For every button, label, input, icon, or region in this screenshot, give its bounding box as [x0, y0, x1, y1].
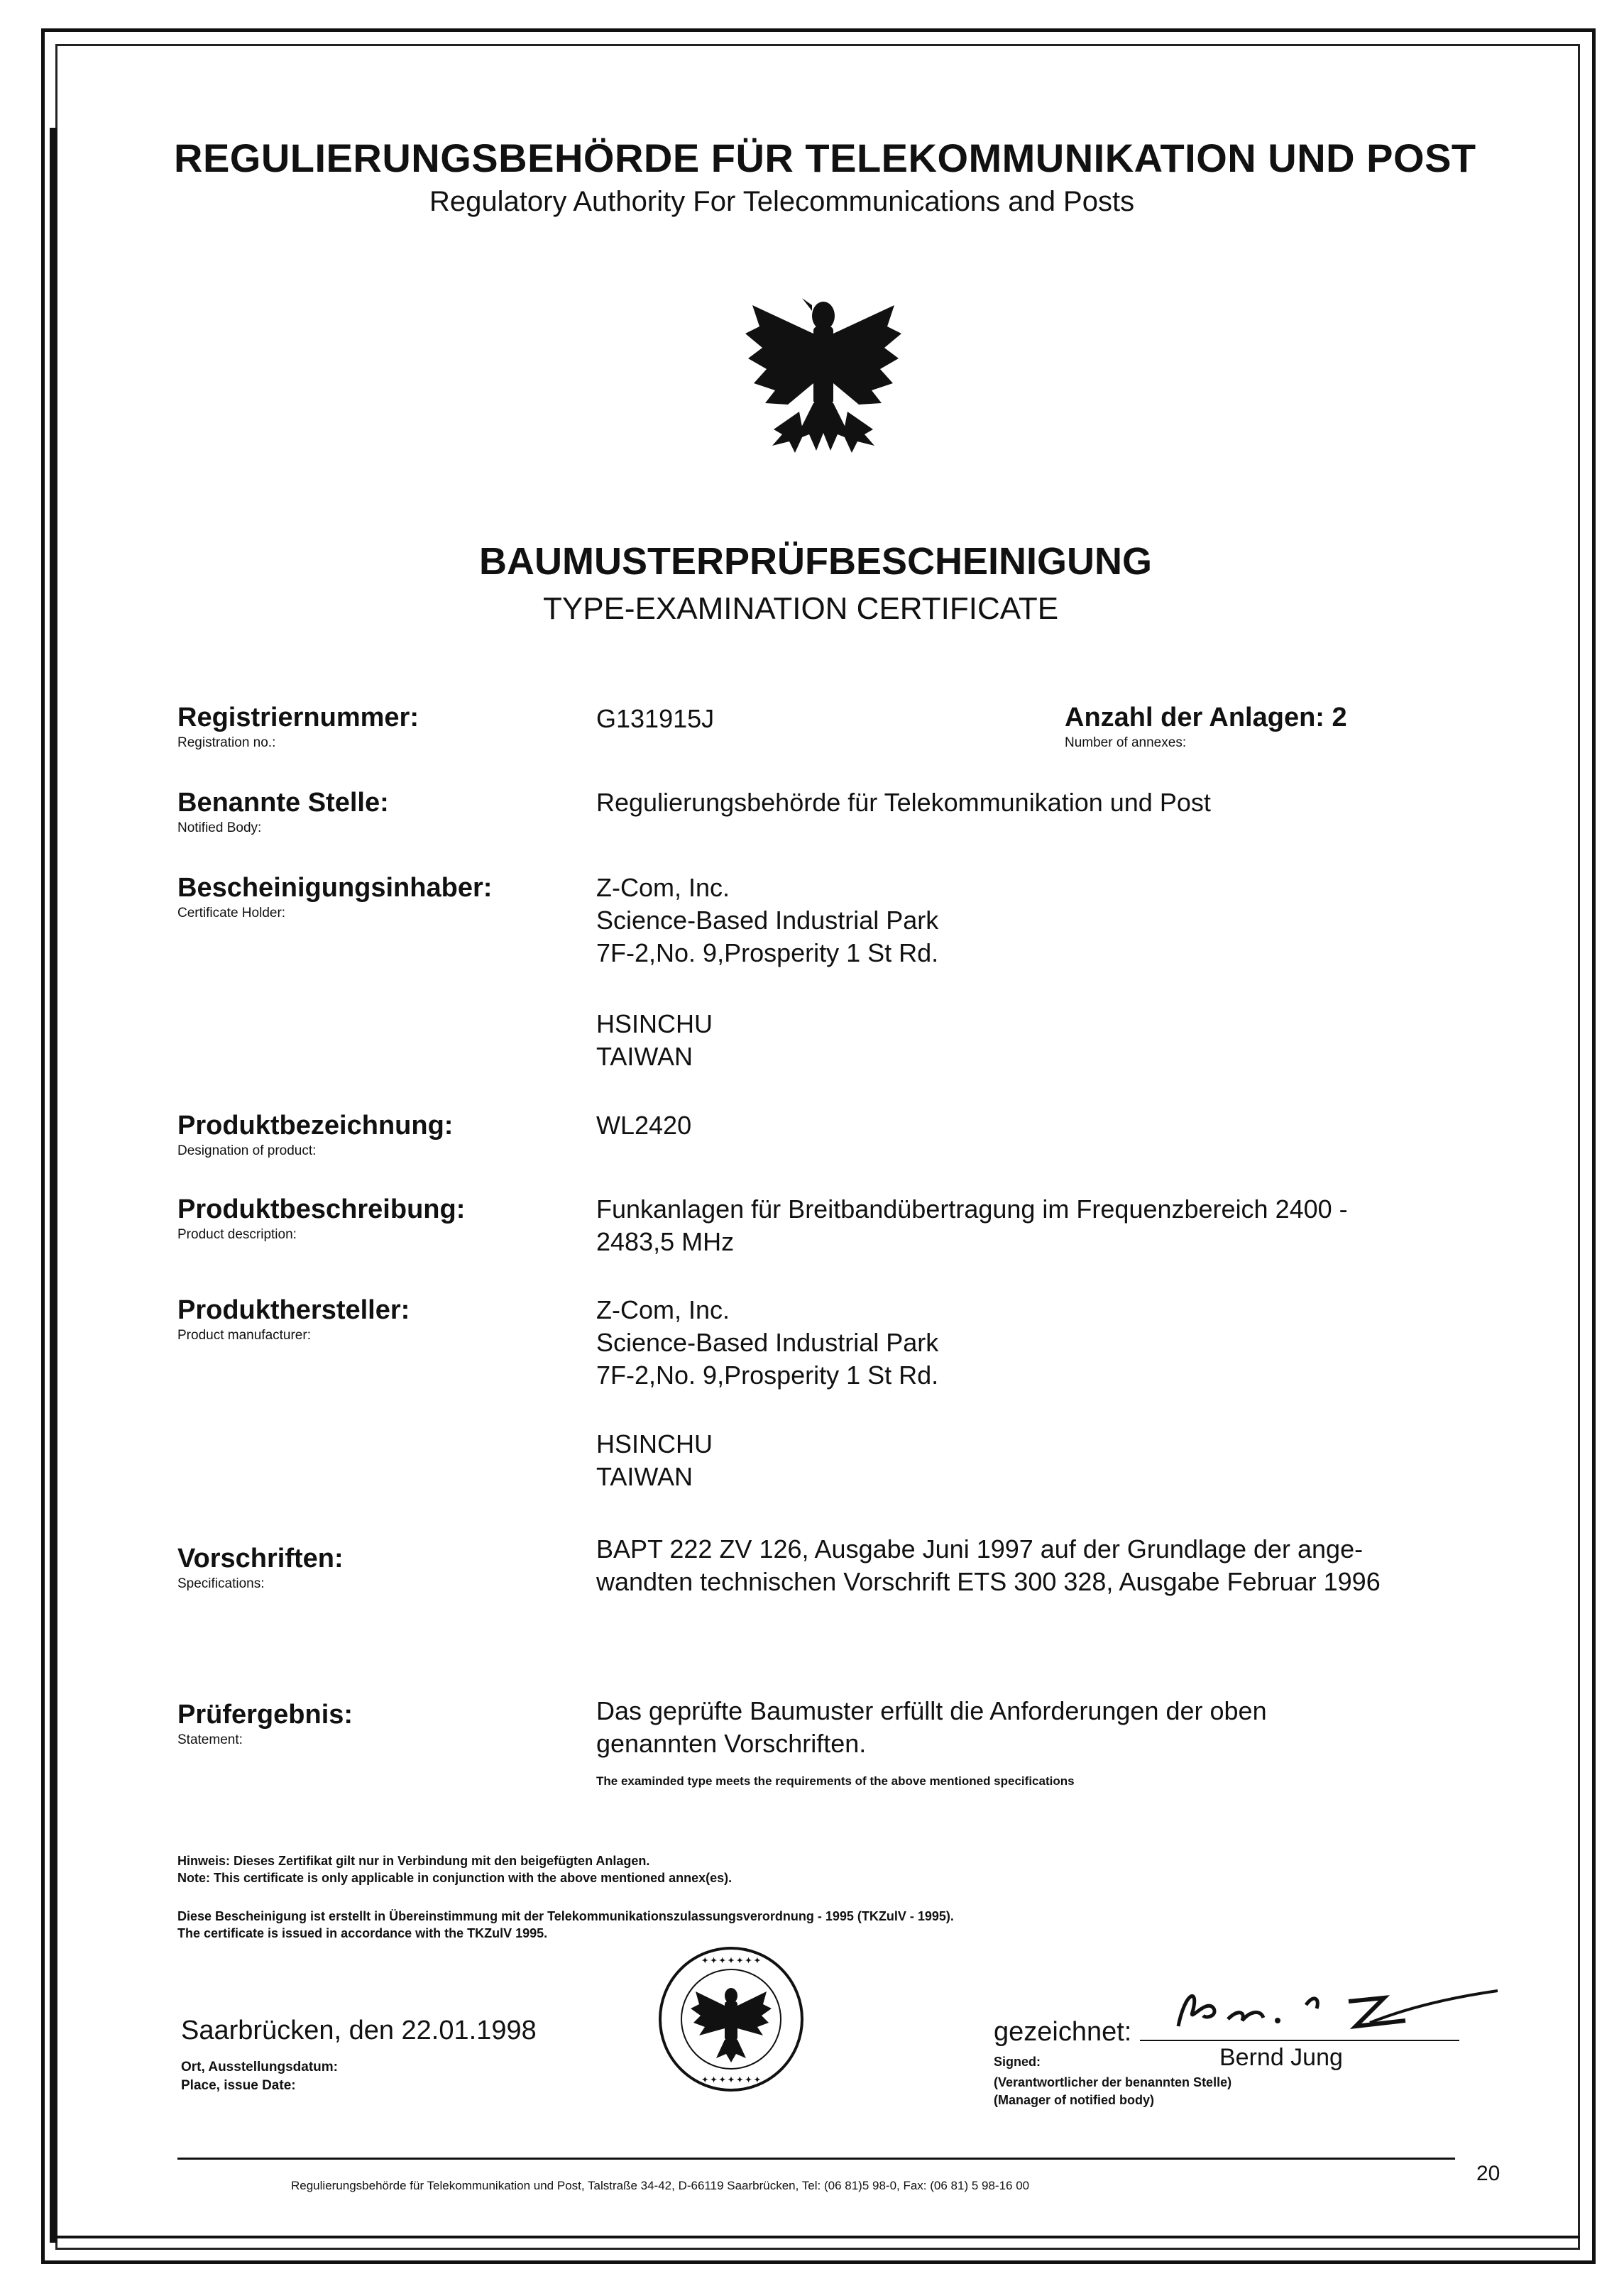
- official-seal-icon: [657, 1945, 806, 2094]
- note-1-de: Hinweis: Dieses Zertifikat gilt nur in Verbindung mit den beigefügten Anlagen.: [177, 1854, 650, 1868]
- federal-eagle-icon: [738, 277, 909, 468]
- authority-title-de: REGULIERUNGSBEHÖRDE FÜR TELEKOMMUNIKATION UND POST: [174, 136, 1476, 180]
- certificate-title-de: BAUMUSTERPRÜFBESCHEINIGUNG: [479, 540, 1153, 583]
- page-number: 20: [1476, 2162, 1500, 2185]
- product-designation-label-en: Designation of product:: [177, 1143, 317, 1158]
- footer-address: Regulierungsbehörde für Telekommunikation und Post, Talstraße 34-42, D-66119 Saarbrücken, Tel: (06 81)5 98-0, Fax: (06 81) 5 98-16 00: [291, 2179, 1030, 2192]
- note-2: [177, 1908, 954, 1942]
- address-city: HSINCHU: [596, 1429, 713, 1458]
- annexes-label-en: Number of annexes:: [1065, 735, 1187, 750]
- statement-en: The examinded type meets the requirements of the above mentioned specifications: [596, 1774, 1075, 1788]
- annexes-label: Anzahl der Anlagen: 2: [1065, 703, 1347, 732]
- svg-text:✦ ✦ ✦ ✦ ✦ ✦ ✦: ✦ ✦ ✦ ✦ ✦ ✦ ✦: [701, 2076, 761, 2084]
- signed-label: Signed:: [994, 2055, 1041, 2069]
- manufacturer-label-en: Product manufacturer:: [177, 1328, 311, 1343]
- address-line: 7F-2,No. 9,Prosperity 1 St Rd.: [596, 938, 939, 967]
- signer-name: Bernd Jung: [1219, 2044, 1343, 2071]
- notified-body-label: Benannte Stelle:: [177, 788, 389, 818]
- product-designation-value: WL2420: [596, 1111, 692, 1140]
- registration-label: Registriernummer:: [177, 703, 419, 732]
- issue-label-en: Place, issue Date:: [181, 2078, 296, 2093]
- certificate-holder-label-en: Certificate Holder:: [177, 906, 286, 921]
- registration-label-en: Registration no.:: [177, 735, 276, 750]
- product-description-label-en: Product description:: [177, 1227, 297, 1242]
- specification-line: wandten technischen Vorschrift ETS 300 328, Ausgabe Februar 1996: [596, 1567, 1381, 1596]
- issue-place-date: Saarbrücken, den 22.01.1998: [181, 2016, 537, 2045]
- registration-number: G131915J: [596, 704, 715, 733]
- manufacturer-label: Produkthersteller:: [177, 1295, 410, 1325]
- signature-line: [1140, 2040, 1459, 2041]
- footer-rule: [177, 2158, 1455, 2160]
- product-description-label: Produktbeschreibung:: [177, 1194, 466, 1224]
- note-1: [177, 1852, 732, 1886]
- address-line: 7F-2,No. 9,Prosperity 1 St Rd.: [596, 1361, 939, 1390]
- statement-value: [596, 1695, 1267, 1760]
- manufacturer-city-block: [596, 1428, 713, 1493]
- issue-labels: [181, 2058, 338, 2095]
- address-country: TAIWAN: [596, 1462, 693, 1491]
- issue-label-de: Ort, Ausstellungsdatum:: [181, 2060, 338, 2075]
- svg-text:✦ ✦ ✦ ✦ ✦ ✦ ✦: ✦ ✦ ✦ ✦ ✦ ✦ ✦: [701, 1957, 761, 1965]
- signer-role: [994, 2074, 1231, 2109]
- certificate-holder-address: [596, 872, 938, 969]
- address-line: Science-Based Industrial Park: [596, 1328, 939, 1357]
- signer-role-en: (Manager of notified body): [994, 2093, 1154, 2107]
- product-designation-label: Produktbezeichnung:: [177, 1111, 454, 1141]
- left-border-bar: [50, 128, 57, 2243]
- specifications-label-en: Specifications:: [177, 1576, 265, 1591]
- note-2-de: Diese Bescheinigung ist erstellt in Übereinstimmung mit der Telekommunikationszulassungsverordnung - 1995 (TKZulV - 1995).: [177, 1909, 954, 1923]
- specifications-label: Vorschriften:: [177, 1544, 344, 1573]
- notified-body-value: Regulierungsbehörde für Telekommunikation und Post: [596, 788, 1211, 817]
- address-city: HSINCHU: [596, 1009, 713, 1038]
- description-line: Funkanlagen für Breitbandübertragung im Frequenzbereich 2400 -: [596, 1194, 1348, 1224]
- certificate-holder-label: Bescheinigungsinhaber:: [177, 873, 493, 903]
- signer-role-de: (Verantwortlicher der benannten Stelle): [994, 2075, 1232, 2089]
- specifications-value: [596, 1533, 1381, 1598]
- address-line: Science-Based Industrial Park: [596, 906, 939, 935]
- manufacturer-address: [596, 1294, 938, 1392]
- bottom-border: [55, 2236, 1580, 2238]
- certificate-title-en: TYPE-EXAMINATION CERTIFICATE: [543, 591, 1059, 626]
- statement-line: Das geprüfte Baumuster erfüllt die Anforderungen der oben: [596, 1696, 1267, 1725]
- address-line: Z-Com, Inc.: [596, 1295, 730, 1324]
- description-line: 2483,5 MHz: [596, 1227, 735, 1256]
- signature-scribble: [1136, 1977, 1505, 2040]
- statement-label-en: Statement:: [177, 1732, 243, 1747]
- note-1-en: Note: This certificate is only applicable in conjunction with the above mentioned annex(es).: [177, 1871, 733, 1885]
- specification-line: BAPT 222 ZV 126, Ausgabe Juni 1997 auf der Grundlage der ange-: [596, 1534, 1364, 1564]
- signature-label: gezeichnet:: [994, 2017, 1132, 2047]
- statement-line: genannten Vorschriften.: [596, 1729, 867, 1758]
- statement-label: Prüfergebnis:: [177, 1700, 353, 1730]
- address-country: TAIWAN: [596, 1042, 693, 1071]
- product-description-value: [596, 1193, 1348, 1258]
- certificate-holder-city-block: [596, 1008, 713, 1073]
- note-2-en: The certificate is issued in accordance with the TKZulV 1995.: [177, 1926, 548, 1940]
- notified-body-label-en: Notified Body:: [177, 820, 262, 835]
- address-line: Z-Com, Inc.: [596, 873, 730, 902]
- authority-title-en: Regulatory Authority For Telecommunications and Posts: [429, 186, 1135, 217]
